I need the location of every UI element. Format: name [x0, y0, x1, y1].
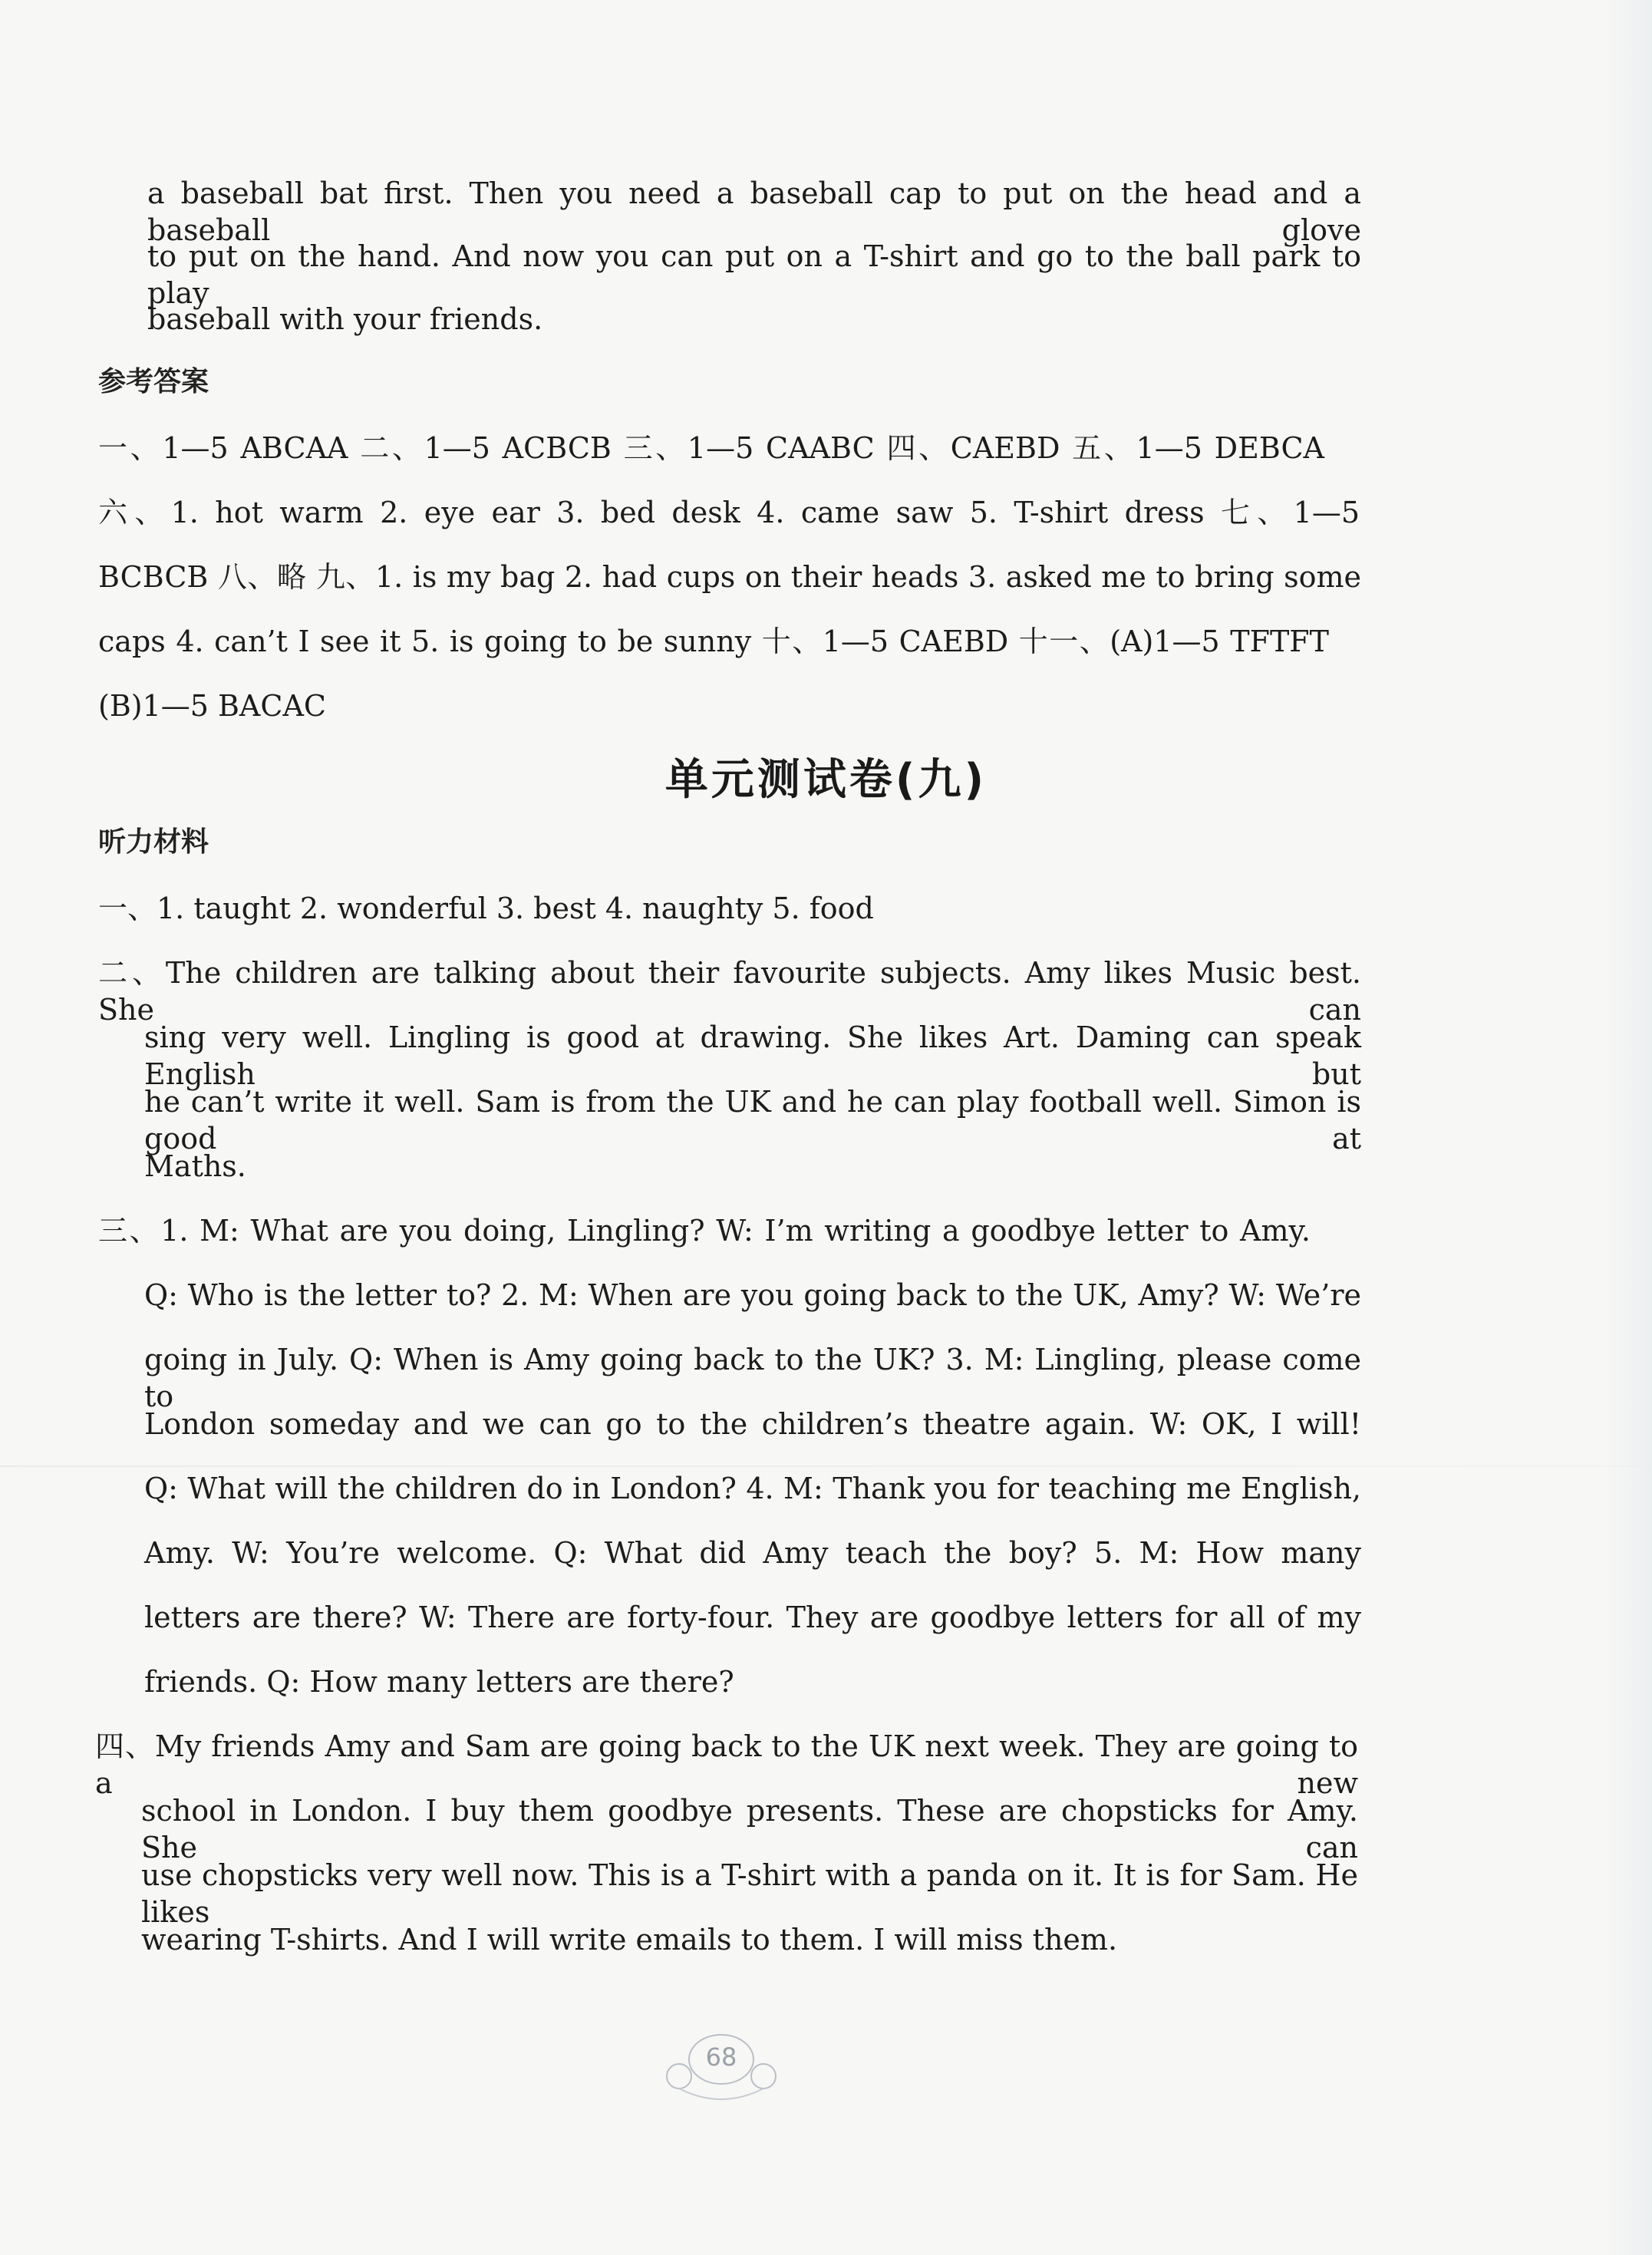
answers-heading: 参考答案 [98, 366, 209, 397]
listening-q3-line: letters are there? W: There are forty-four. They are goodbye letters for all of my [144, 1601, 1361, 1634]
unit-title: 单元测试卷(九) [664, 755, 988, 805]
listening-q3-line: friends. Q: How many letters are there? [144, 1665, 734, 1699]
page-number-badge [656, 2026, 786, 2102]
page-edge-shadow [1606, 0, 1652, 2255]
answer-line: 一、1—5 ABCAA 二、1—5 ACBCB 三、1—5 CAABC 四、CAEBD 五、1—5 DEBCA [98, 431, 1324, 465]
listening-heading: 听力材料 [98, 826, 209, 858]
listening-q3-line: Amy. W: You’re welcome. Q: What did Amy teach the boy? 5. M: How many [144, 1536, 1361, 1570]
listening-q2-line: he can’t write it well. Sam is from the UK and he can play football well. Simon is good at [144, 1085, 1361, 1156]
listening-q4-line: 四、My friends Amy and Sam are going back to the UK next week. They are going to a new [95, 1729, 1358, 1800]
listening-q4-line: school in London. I buy them goodbye presents. These are chopsticks for Amy. She can [141, 1794, 1358, 1864]
answer-line: BCBCB 八、略 九、1. is my bag 2. had cups on their heads 3. asked me to bring some [98, 560, 1361, 594]
answer-line: (B)1—5 BACAC [98, 689, 326, 723]
listening-q3-line: London someday and we can go to the children’s theatre again. W: OK, I will! [144, 1407, 1361, 1441]
listening-q2-line: Maths. [144, 1149, 246, 1183]
listening-q4-line: use chopsticks very well now. This is a T-shirt with a panda on it. It is for Sam. He likes [141, 1858, 1358, 1929]
listening-q2-line: sing very well. Lingling is good at drawing. She likes Art. Daming can speak English but [144, 1020, 1361, 1091]
listening-q3-line: 三、1. M: What are you doing, Lingling? W: I’m writing a goodbye letter to Amy. [98, 1214, 1311, 1248]
answer-line: caps 4. can’t I see it 5. is going to be sunny 十、1—5 CAEBD 十一、(A)1—5 TFTFT [98, 625, 1329, 658]
listening-q1: 一、1. taught 2. wonderful 3. best 4. naughty 5. food [98, 892, 874, 925]
listening-q2-line: 二、The children are talking about their favourite subjects. Amy likes Music best. She can [98, 956, 1361, 1027]
passage-line: to put on the hand. And now you can put on a T-shirt and go to the ball park to play [147, 239, 1361, 310]
listening-q3-line: going in July. Q: When is Amy going back to the UK? 3. M: Lingling, please come to [144, 1343, 1361, 1413]
listening-q4-line: wearing T-shirts. And I will write emails to them. I will miss them. [141, 1923, 1118, 1957]
listening-q3-line: Q: Who is the letter to? 2. M: When are you going back to the UK, Amy? W: We’re [144, 1278, 1361, 1312]
page-number: 68 [705, 2042, 737, 2072]
answer-line: 六、1. hot warm 2. eye ear 3. bed desk 4. came saw 5. T-shirt dress 七、1—5 [98, 496, 1360, 529]
passage-line: a baseball bat first. Then you need a baseball cap to put on the head and a baseball glove [147, 176, 1361, 247]
fold-line [0, 1465, 1652, 1467]
passage-line: baseball with your friends. [147, 302, 543, 336]
listening-q3-line: Q: What will the children do in London? 4. M: Thank you for teaching me English, [144, 1472, 1361, 1505]
